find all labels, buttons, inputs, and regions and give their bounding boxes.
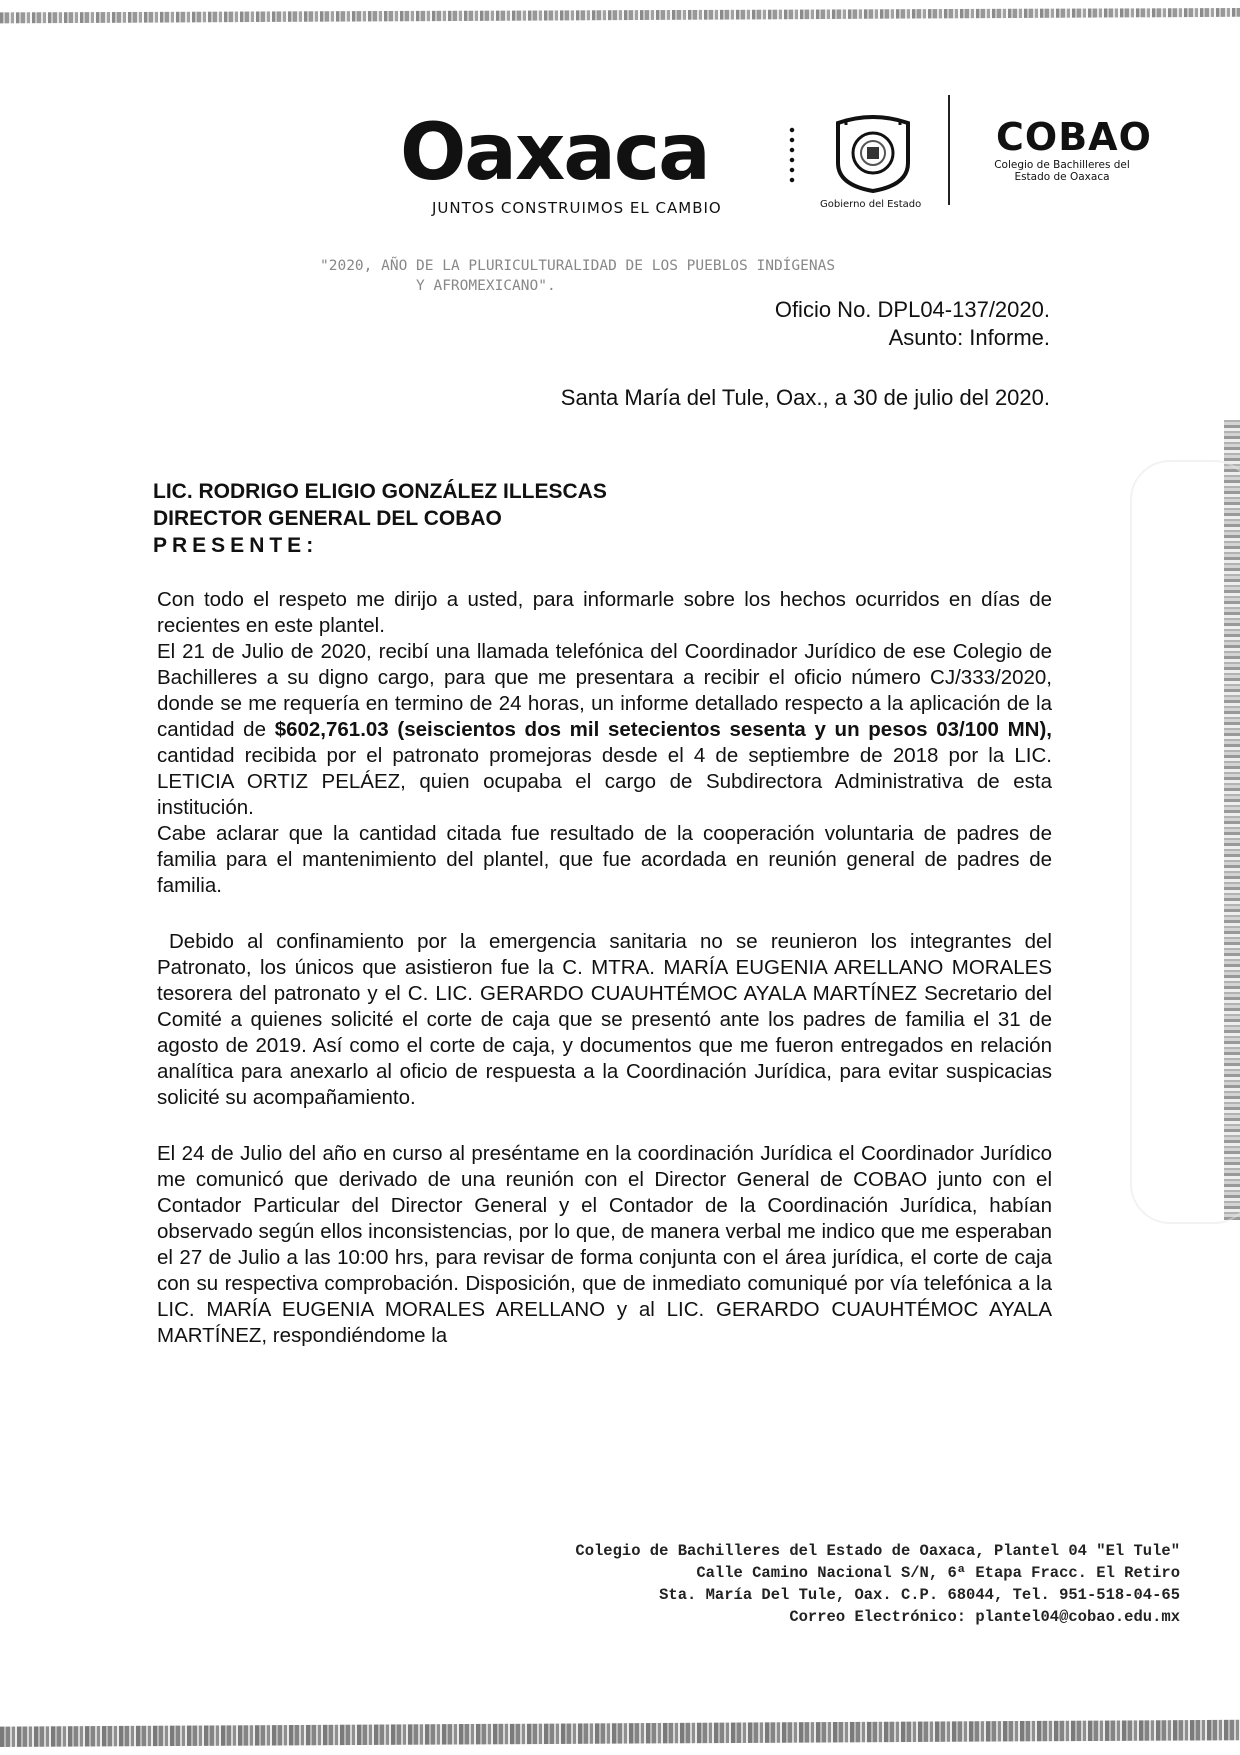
cobao-subtitle: Colegio de Bachilleres del Estado de Oaxaca (994, 159, 1130, 183)
year-motto-line2: Y AFROMEXICANO". (416, 278, 556, 294)
header-divider (948, 95, 950, 205)
letter-body (157, 587, 1052, 1349)
oaxaca-tagline: JUNTOS CONSTRUIMOS EL CAMBIO (432, 199, 722, 217)
recipient-position: DIRECTOR GENERAL DEL COBAO (153, 507, 502, 530)
oficio-number: Oficio No. DPL04-137/2020. (774, 297, 1050, 322)
letterhead (400, 95, 1160, 225)
recipient-block (153, 478, 607, 559)
oaxaca-logo: Oaxaca (400, 108, 709, 198)
paragraph-2-text-b: cantidad recibida por el patronato promejoras desde el 4 de septiembre de 2018 por la LIC. LETICIA ORTIZ PELÁEZ, quien ocupaba el cargo de Subdirectora Administrativa de esta institución. (157, 744, 1052, 819)
paragraph-5: El 24 de Julio del año en curso al preséntame en la coordinación Jurídica el Coordinador Jurídico me comunicó que derivado de una reunión con el Director General de COBAO junto con el Contador Particular del Director General y el Contador de la Coordinación Jurídica, habían observado según ellos inconsistencias, por lo que, de manera verbal me indico que me esperaban el 27 de Julio a las 10:00 hrs, para revisar de forma conjunta con el área jurídica, el corte de caja con su respectiva comprobación. Disposición, que de inmediato comuniqué por vía telefónica a la LIC. MARÍA EUGENIA MORALES ARELLANO y al LIC. GERARDO CUAUHTÉMOC AYALA MARTÍNEZ, respondiéndome la (157, 1142, 1052, 1347)
footer-line-1: Colegio de Bachilleres del Estado de Oaxaca, Plantel 04 "El Tule" (575, 1542, 1180, 1560)
year-motto-line1: "2020, AÑO DE LA PLURICULTURALIDAD DE LOS PUEBLOS INDÍGENAS (320, 258, 836, 274)
amount-highlight: $602,761.03 (seiscientos dos mil setecientos sesenta y un pesos 03/100 MN), (274, 718, 1052, 741)
cobao-logo: COBAO (996, 115, 1152, 159)
dotted-separator (788, 125, 796, 185)
footer-line-2: Calle Camino Nacional S/N, 6ª Etapa Fracc. El Retiro (696, 1564, 1180, 1582)
scan-artifact-bottom (0, 1713, 1240, 1747)
footer-email: Correo Electrónico: plantel04@cobao.edu.mx (789, 1608, 1180, 1626)
place-date: Santa María del Tule, Oax., a 30 de julio del 2020. (560, 385, 1050, 410)
paragraph-2-text-a: El 21 de Julio de 2020, recibí una llamada telefónica del Coordinador Jurídico de ese Colegio de Bachilleres a su digno cargo, para que me presentara a recibir el oficio número CJ/333/2020, donde se me requería en termino de 24 horas, un informe detallado respecto a la aplicación de la cantidad de (157, 640, 1052, 741)
salutation: PRESENTE: (153, 534, 319, 557)
paragraph-2 (157, 639, 1052, 821)
seal-caption: Gobierno del Estado (820, 199, 922, 210)
footer-address (420, 1540, 1180, 1628)
state-seal-icon (832, 115, 914, 193)
paragraph-4: Debido al confinamiento por la emergencia sanitaria no se reunieron los integrantes del Patronato, los únicos que asistieron fue la C. MTRA. MARÍA EUGENIA ARELLANO MORALES tesorera del patronato y el C. LIC. GERARDO CUAUHTÉMOC AYALA MARTÍNEZ Secretario del Comité a quienes solicité el corte de caja que se presentó ante los padres de familia el 31 de agosto de 2019. Así como el corte de caja, y documentos que me fueron entregados en relación analítica para anexarlo al oficio de respuesta a la Coordinación Jurídica, para evitar suspicacias solicité su acompañamiento. (157, 930, 1052, 1109)
footer-line-3: Sta. María Del Tule, Oax. C.P. 68044, Tel. 951-518-04-65 (659, 1586, 1180, 1604)
scan-artifact-top (0, 8, 1240, 30)
paragraph-3: Cabe aclarar que la cantidad citada fue resultado de la cooperación voluntaria de padres de familia para el mantenimiento del plantel, que fue acordada en reunión general de padres de familia. (157, 822, 1052, 897)
recipient-name: LIC. RODRIGO ELIGIO GONZÁLEZ ILLESCAS (153, 480, 607, 503)
paragraph-1: Con todo el respeto me dirijo a usted, para informarle sobre los hechos ocurridos en días de recientes en este plantel. (157, 588, 1052, 637)
subject-line: Asunto: Informe. (888, 325, 1050, 350)
watermark (1130, 460, 1240, 1224)
year-motto (320, 256, 1040, 296)
